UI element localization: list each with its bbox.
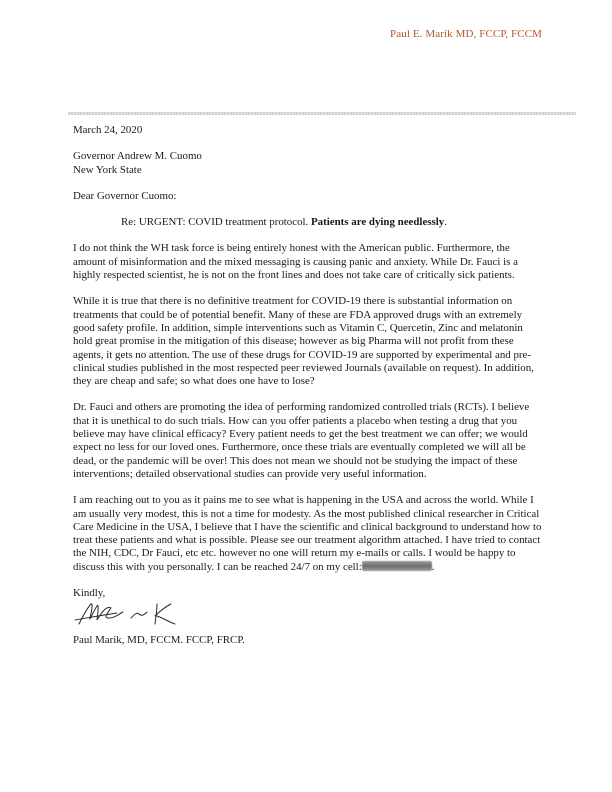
subject-suffix: . [444,216,447,229]
subject-line [73,216,543,229]
letterhead: Paul E. Marik MD, FCCP, FCCM [390,28,542,40]
letter-date: March 24, 2020 [73,124,143,136]
subject-prefix: Re: URGENT: COVID treatment protocol. [121,216,312,229]
signer-name: Paul Marik, MD, FCCM. FCCP, FRCP. [73,634,245,647]
handwritten-signature [73,598,193,630]
letter-body [73,124,543,661]
salutation: Dear Governor Cuomo: [73,189,177,202]
paragraph-final-end: . [431,560,435,573]
paragraph: While it is true that there is no definitive treatment for COVID-19 there is substantial information on treatments that could be of potential benefit. Many of these are FDA approved drugs with an extremely good safety profile. In addition, simple interventions such as Vitamin C, Quercetin, Zinc and melatonin hold great promise in the mitigation of this disease; however as big Pharma will not profit from these agents, it gets no attention. The use of these drugs for COVID-19 are supported by experimental and pre-clinical studies published in the most respected peer reviewed Journals (available on request). In addition, they are cheap and safe; so what does one have to lose? [73,295,534,388]
subject-emphasis: Patients are dying needlessly [311,216,445,229]
recipient-name: Governor Andrew M. Cuomo [73,150,202,163]
paragraph: I do not think the WH task force is being entirely honest with the American public. Furthermore, the amount of misinformation and the mixed messaging is causing panic and anxiety. While Dr. Fauci is a highly respected scientist, he is not on the front lines and does not take care of critically sick patients. [73,242,518,282]
closing: Kindly, [73,587,106,600]
paragraph: Dr. Fauci and others are promoting the idea of performing randomized controlled trials (RCTs). I believe that it is unethical to do such trials. How can you offer patients a placebo when testing a drug that you believe may have clinical efficacy? Every patient needs to get the best treatment we can offer; we would expect no less for our loved ones. Furthermore, once these trials are eventually completed we will all be dead, or the pandemic will be over! This does not mean we should not be studying the impact of these interventions; detailed observational studies can provide very useful information. [73,401,530,480]
recipient-location: New York State [73,163,142,176]
redacted-phone-number [362,561,432,571]
header-divider [68,112,576,115]
paragraph-final-text: I am reaching out to you as it pains me to see what is happening in the USA and across the world. While I am usually very modest, this is not a time for modesty. As the most published clinical researcher in Critical Care Medicine in the USA, I believe that I have the scientific and clinical background to understand how to treat these patients and what is possible. Please see our treatment algorithm attached. I have tried to contact the NIH, CDC, Dr Fauci, etc etc. however no one will return my e-mails or calls. I would be happy to discuss this with you personally. I can be reached 24/7 on my cell: [73,494,542,573]
paragraph-final [73,494,543,574]
recipient-block [73,150,543,177]
